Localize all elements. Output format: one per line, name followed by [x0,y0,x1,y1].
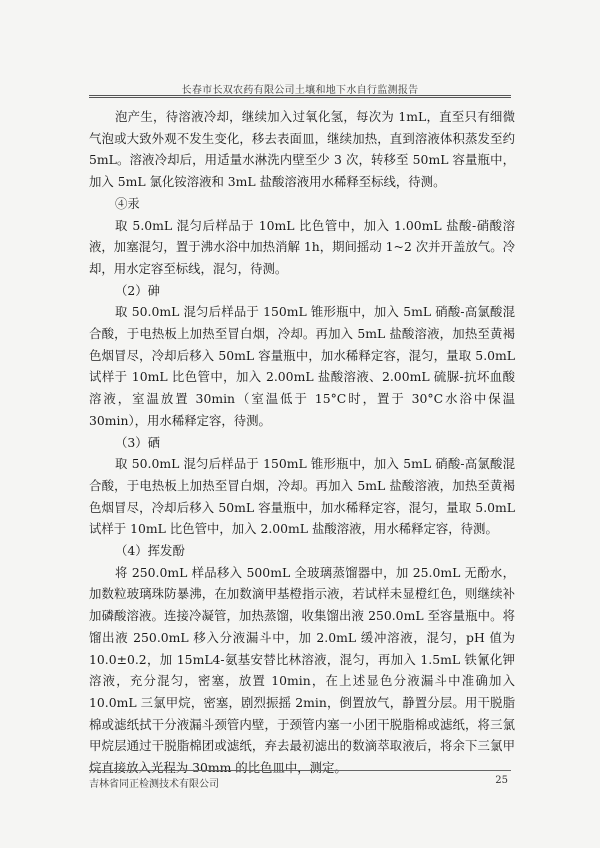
paragraph-volatile-phenol: 将 250.0mL 样品移入 500mL 全玻璃蒸馏器中，加 25.0mL 无酚水，加数粒玻璃珠防暴沸，在加数滴甲基橙指示液，若试样未显橙红色，则继续补加磷酸溶液。连接冷凝管，加热蒸馏，收集馏出液 250.0mL 至容量瓶中。将馏出液 250.0mL 移入分液漏斗中，加 2.0mL 缓冲溶液，混匀，pH 值为 10.0±0.2，加 15mL4-氨基安替比林溶液，混匀，再加入 1.5mL 铁氰化钾溶液，充分混匀，密塞，放置 10min，在上述显色分液漏斗中准确加入 10.0mL 三氯甲烷，密塞，剧烈振摇 2min，倒置放气，静置分层。用干脱脂棉或滤纸拭干分液漏斗颈管内壁，于颈管内塞一小团干脱脂棉或滤纸，将三氯甲烷层通过干脱脂棉团或滤纸，弃去最初滤出的数滴萃取液后，将余下三氯甲烷直接放入光程为 30mm 的比色皿中，测定。 [89,564,515,776]
paragraph-mercury: 取 5.0mL 混匀后样品于 10mL 比色管中，加入 1.00mL 盐酸-硝酸溶液，加塞混匀，置于沸水浴中加热消解 1h，期间摇动 1~2 次并开盖放气。冷却，用水定容至标线，混匀，待测。 [89,217,515,276]
footer-divider [89,770,511,771]
footer-company: 吉林省同正检测技术有限公司 [89,779,219,790]
document-body [89,106,515,779]
page-header-title: 长春市长双农药有限公司土壤和地下水自行监测报告 [181,85,419,96]
paragraph-digestion-continuation: 泡产生，待溶液冷却，继续加入过氧化氢，每次为 1mL，直至只有细微气泡或大致外观不发生变化，移去表面皿，继续加热，直到溶液体积蒸发至约 5mL。溶液冷却后，用适量水淋洗内壁至少 3 次，转移至 50mL 容量瓶中，加入 5mL 氯化铵溶液和 3mL 盐酸溶液用水稀释至标线，待测。 [89,109,515,190]
section-heading-volatile-phenol: （4）挥发酚 [115,543,185,559]
header-divider [89,95,511,98]
page-number: 25 [495,775,508,786]
section-heading-selenium: （3）硒 [115,434,161,450]
section-heading-mercury: ④汞 [115,195,140,211]
paragraph-arsenic: 取 50.0mL 混匀后样品于 150mL 锥形瓶中，加入 5mL 硝酸-高氯酸混合酸，于电热板上加热至冒白烟，冷却。再加入 5mL 盐酸溶液，加热至黄褐色烟冒尽，冷却后移入 50mL 容量瓶中，加水稀释定容，混匀，量取 5.0mL 试样于 10mL 比色管中，加入 2.00mL 盐酸溶液、2.00mL 硫脲-抗坏血酸溶液，室温放置 30min（室温低于 15°C时，置于 30°C水浴中保温 30min），用水稀释定容，待测。 [89,304,515,428]
section-heading-arsenic: （2）砷 [115,282,161,298]
paragraph-selenium: 取 50.0mL 混匀后样品于 150mL 锥形瓶中，加入 5mL 硝酸-高氯酸混合酸，于电热板上加热至冒白烟，冷却。再加入 5mL 盐酸溶液，加热至黄褐色烟冒尽，冷却后移入 50mL 容量瓶中，加水稀释定容，混匀，量取 5.0mL 试样于 10mL 比色管中，加入 2.00mL 盐酸溶液，用水稀释定容，待测。 [89,456,515,537]
